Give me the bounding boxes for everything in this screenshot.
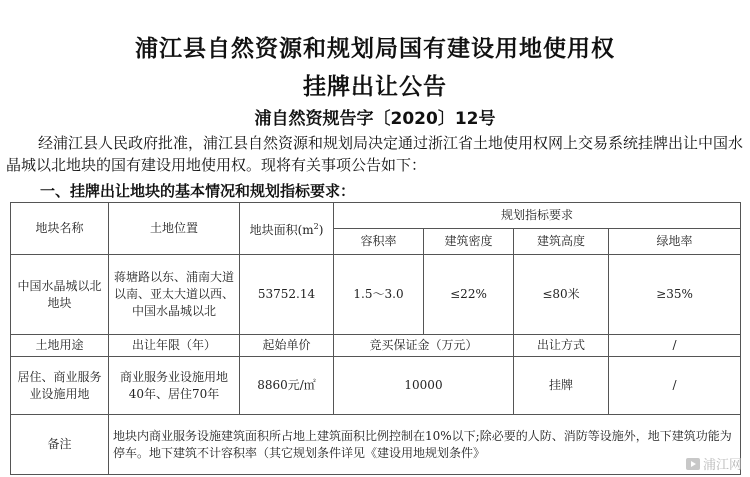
intro-paragraph: 经浦江县人民政府批准，浦江县自然资源和规划局决定通过浙江省土地使用权网上交易系统挂牌出让中国水晶城以北地块的国有建设用地使用权。现将有关事项公告如下：	[6, 134, 744, 174]
header-cell: 地块名称	[11, 203, 109, 255]
header-cell: 规划指标要求	[334, 203, 741, 229]
table-cell: 挂牌	[514, 357, 609, 415]
document-number: 浦自然资规告字〔2020〕12号	[254, 109, 496, 129]
table-cell: /	[609, 335, 741, 357]
header-cell: 建筑密度	[424, 229, 514, 255]
table-cell: 53752.14	[240, 255, 334, 335]
table-row	[11, 335, 741, 357]
section-heading: 一、挂牌出让地块的基本情况和规划指标要求：	[40, 182, 356, 200]
notice-title-line1: 浦江县自然资源和规划局国有建设用地使用权	[135, 36, 615, 62]
header-cell-area	[240, 203, 334, 255]
table-cell: ≤80米	[514, 255, 609, 335]
play-icon	[686, 458, 700, 470]
table-cell: ≥35%	[609, 255, 741, 335]
header-cell: 绿地率	[609, 229, 741, 255]
table-cell: 1.5～3.0	[334, 255, 424, 335]
table-cell: 商业服务业设施用地40年、居住70年	[109, 357, 240, 415]
table-row	[11, 415, 741, 475]
watermark-text: 浦江网	[702, 458, 742, 473]
area-header-end: )	[318, 223, 324, 237]
header-cell: 容积率	[334, 229, 424, 255]
table-cell: 蒋塘路以东、浦南大道以南、亚太大道以西、中国水晶城以北	[109, 255, 240, 335]
table-cell: 8860元/㎡	[240, 357, 334, 415]
header-cell: 土地用途	[11, 335, 109, 357]
notice-title-line2: 挂牌出让公告	[303, 74, 447, 100]
header-cell: 土地位置	[109, 203, 240, 255]
area-header-text: 地块面积(m	[249, 223, 314, 237]
area-header-sup: 2	[313, 222, 319, 231]
table-cell: ≤22%	[424, 255, 514, 335]
table-row	[11, 357, 741, 415]
header-cell: 竞买保证金（万元）	[334, 335, 514, 357]
header-cell: 出让年限（年）	[109, 335, 240, 357]
table-cell: 中国水晶城以北地块	[11, 255, 109, 335]
header-cell: 出让方式	[514, 335, 609, 357]
table-cell: 10000	[334, 357, 514, 415]
header-cell: 建筑高度	[514, 229, 609, 255]
table-row	[11, 255, 741, 335]
table-cell: /	[609, 357, 741, 415]
land-info-table	[10, 202, 741, 475]
watermark	[686, 454, 742, 473]
note-cell: 地块内商业服务设施建筑面积所占地上建筑面积比例控制在10%以下;除必要的人防、消防等设施外，地下建筑功能为停车。地下建筑不计容积率（其它规划条件详见《建设用地规划条件》	[109, 415, 741, 475]
header-cell: 备注	[11, 415, 109, 475]
table-cell: 居住、商业服务业设施用地	[11, 357, 109, 415]
table-row	[11, 203, 741, 229]
header-cell: 起始单价	[240, 335, 334, 357]
